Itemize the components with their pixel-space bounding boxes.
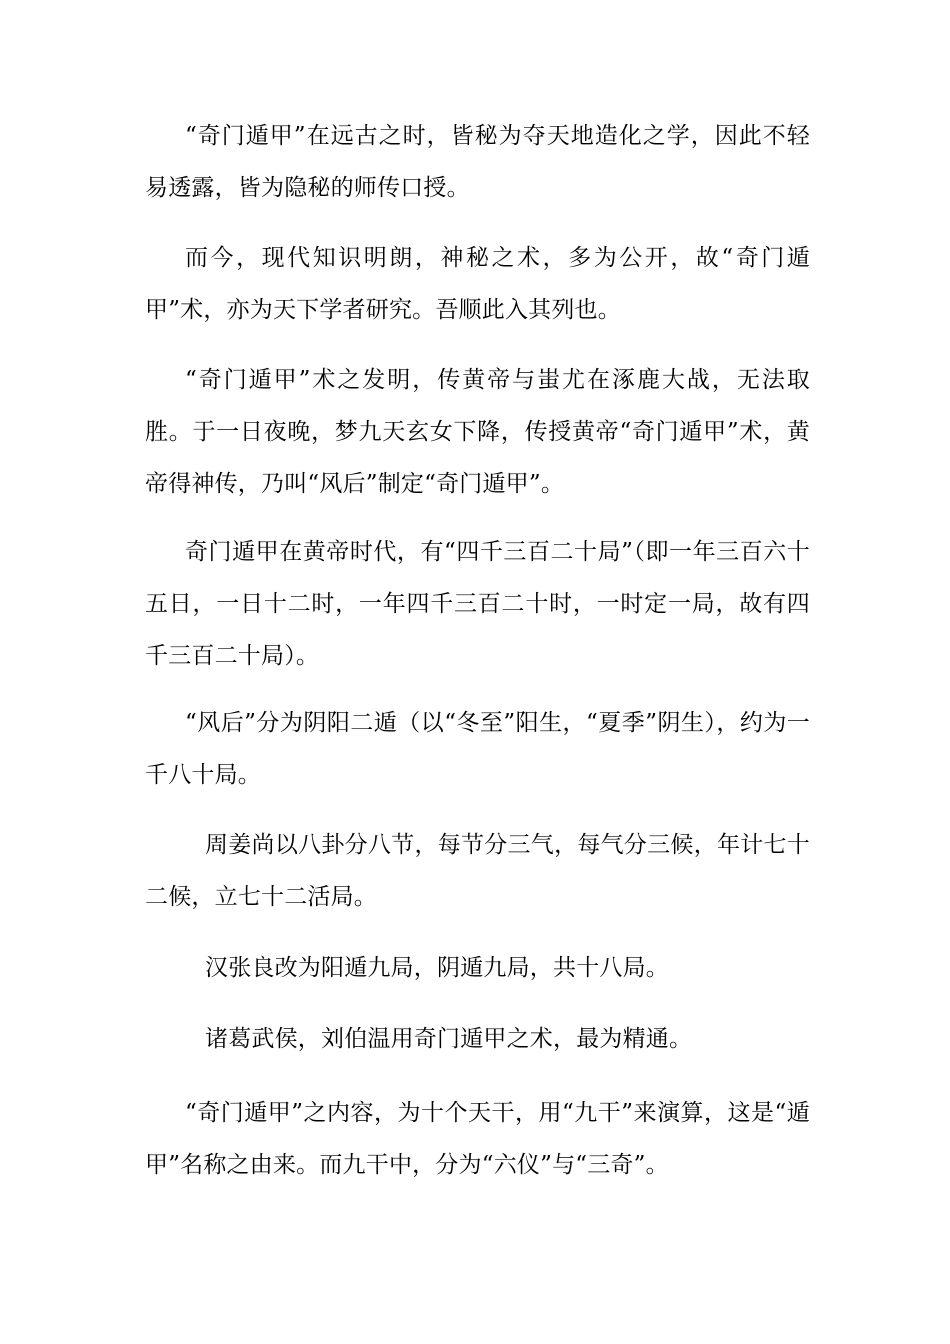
- paragraph-9: “奇门遁甲”之内容，为十个天干，用“九干”来演算，这是“遁甲”名称之由来。而九干中，分为“六仪”与“三奇”。: [145, 1100, 810, 1178]
- paragraph-2: 而今，现代知识明朗，神秘之术，多为公开，故“奇门遁甲”术，亦为天下学者研究。吾顺此入其列也。: [145, 245, 810, 323]
- paragraph-7: 汉张良改为阳遁九局，阴遁九局，共十八局。: [205, 955, 669, 981]
- paragraph-8: 诸葛武侯，刘伯温用奇门遁甲之术，最为精通。: [205, 1026, 693, 1052]
- paragraph-4: 奇门遁甲在黄帝时代，有“四千三百二十局”（即一年三百六十五日，一日十二时，一年四千三百二十时，一时定一局，故有四千三百二十局）。: [145, 539, 810, 669]
- paragraph-3: “奇门遁甲”术之发明，传黄帝与蚩尤在涿鹿大战，无法取胜。于一日夜晚，梦九天玄女下降，传授黄帝“奇门遁甲”术，黄帝得神传，乃叫“风后”制定“奇门遁甲”。: [145, 367, 810, 497]
- paragraph-5: “风后”分为阴阳二遁（以“冬至”阳生，“夏季”阴生），约为一千八十局。: [145, 710, 810, 788]
- paragraph-1: “奇门遁甲”在远古之时，皆秘为夺天地造化之学，因此不轻易透露，皆为隐秘的师传口授。: [145, 123, 810, 201]
- paragraph-6: 周姜尚以八卦分八节，每节分三气，每气分三候，年计七十二候，立七十二活局。: [145, 832, 810, 910]
